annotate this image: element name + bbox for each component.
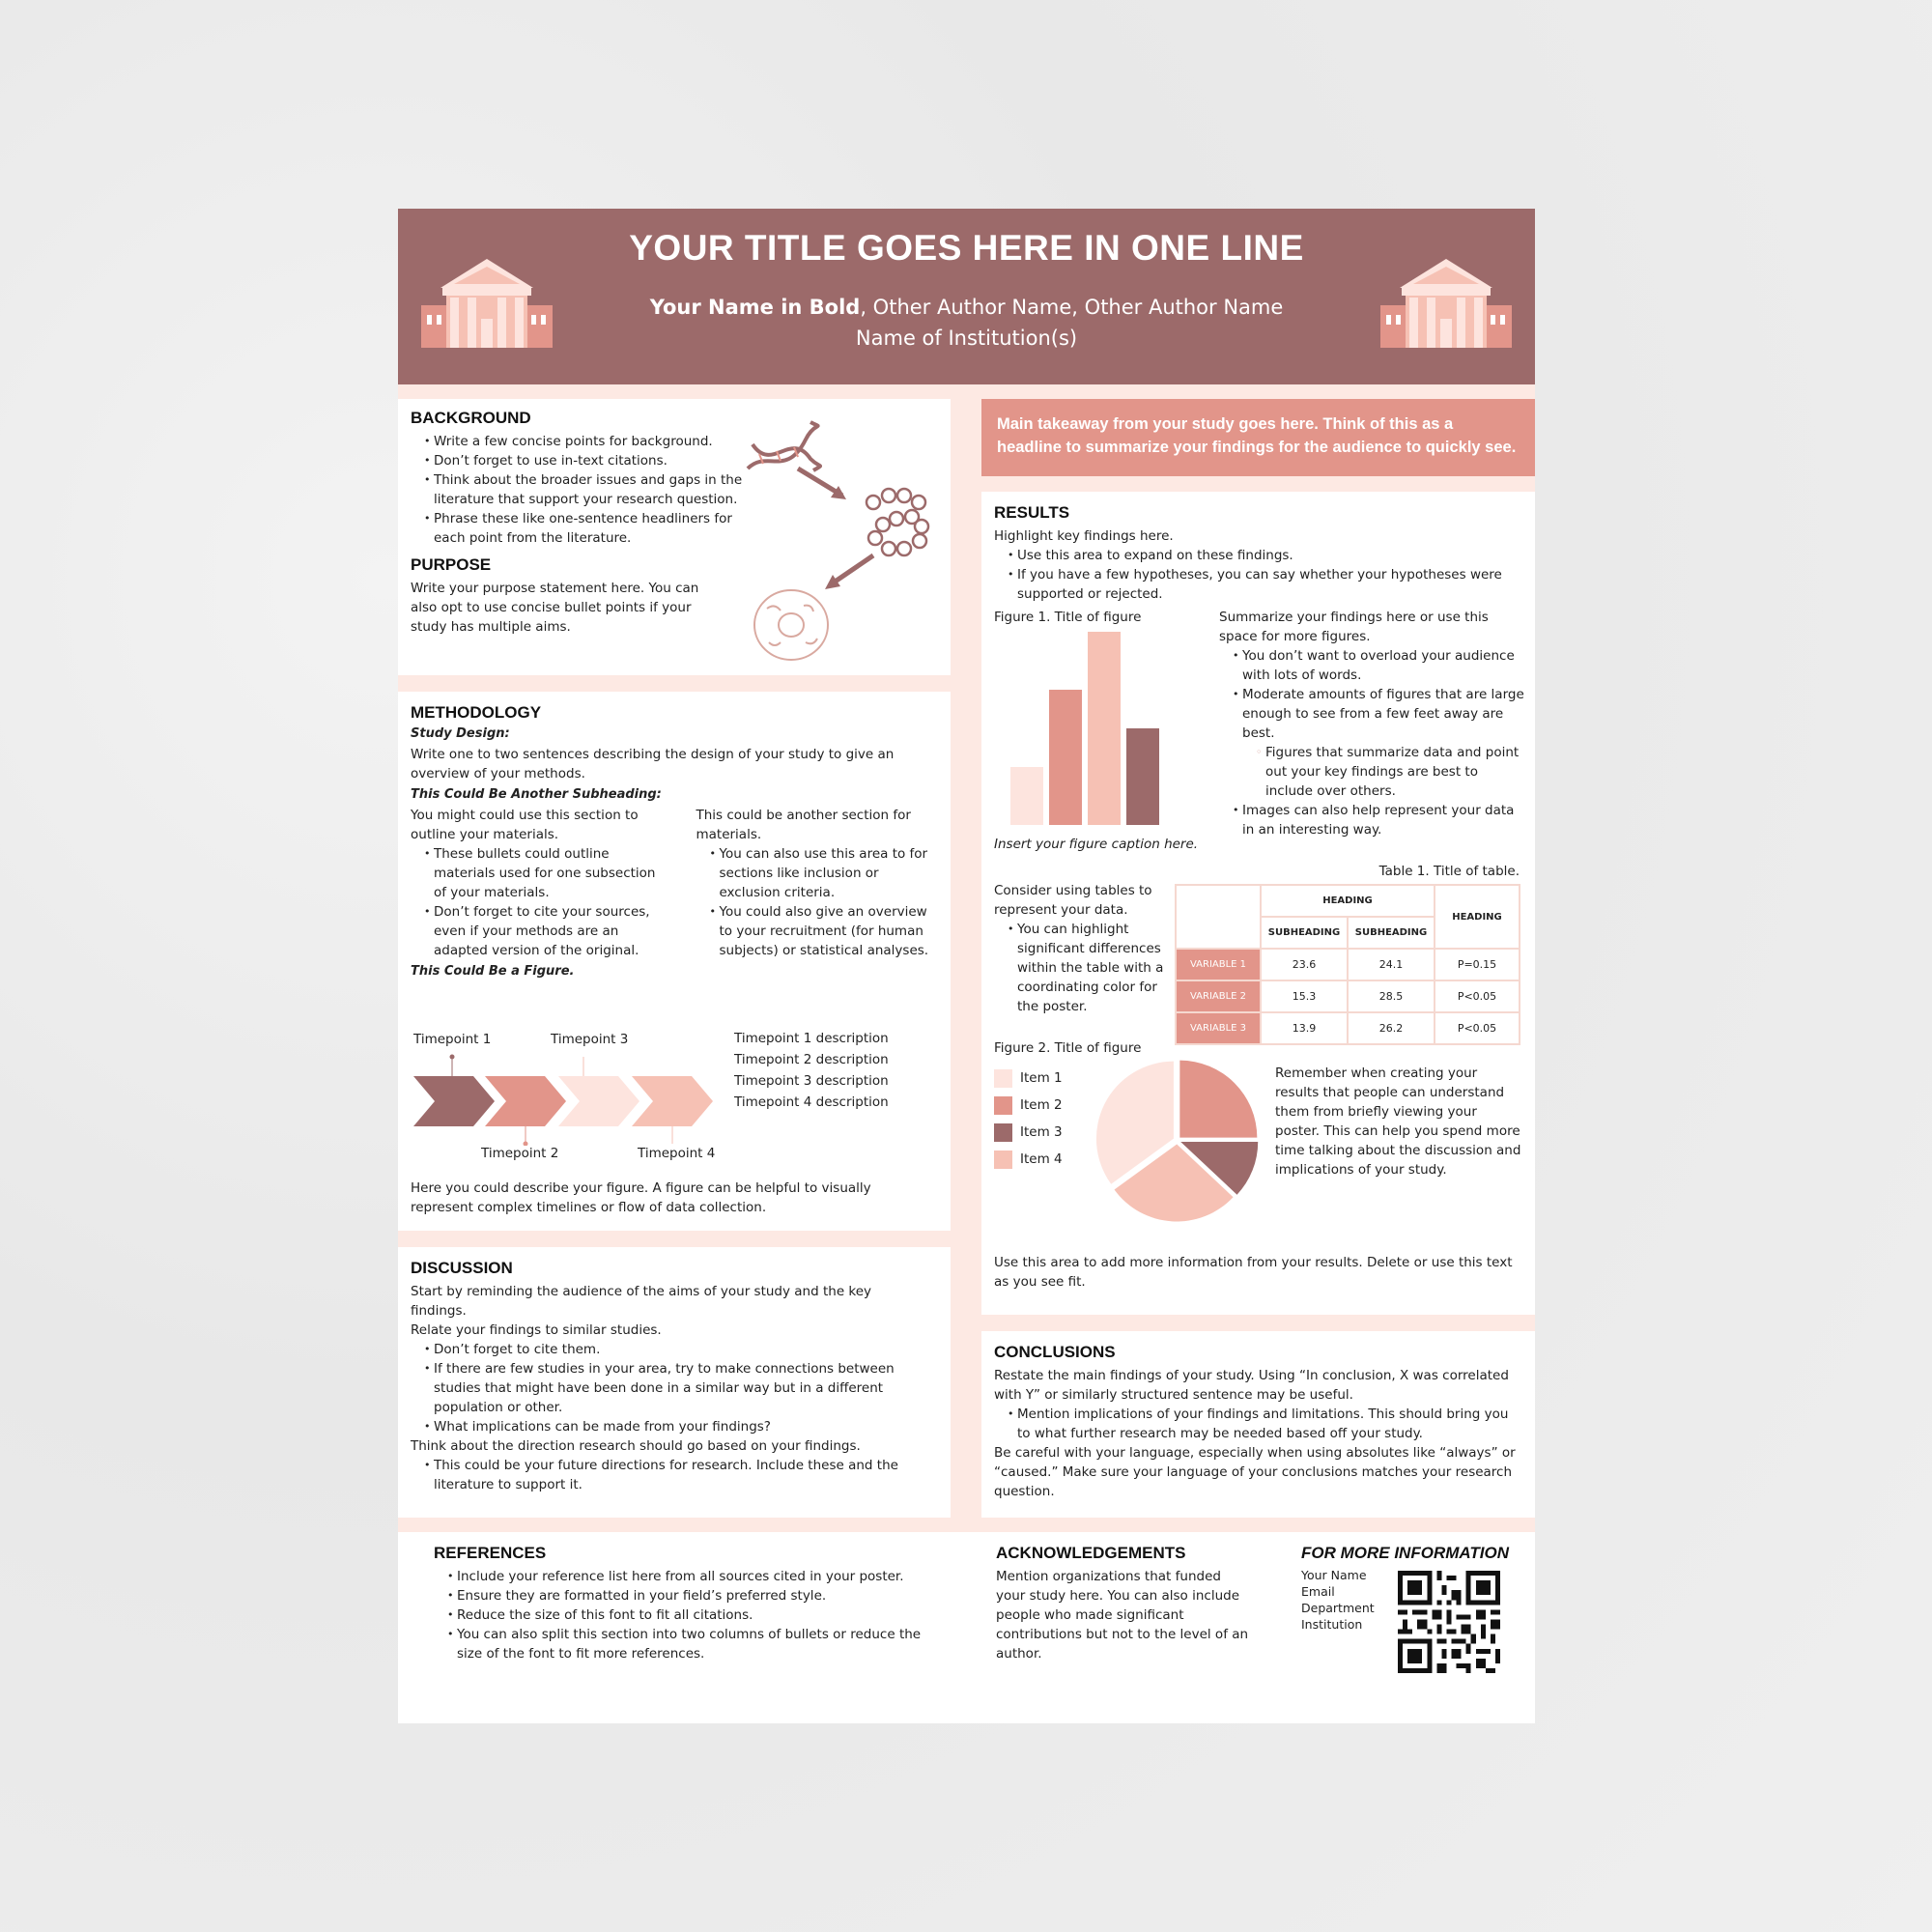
- acknowledgements-heading: ACKNOWLEDGEMENTS: [996, 1544, 1186, 1562]
- legend-label: Item 3: [1020, 1124, 1063, 1140]
- table-title: Table 1. Title of table.: [1378, 864, 1520, 879]
- timepoint-description: Timepoint 3 description: [734, 1073, 889, 1089]
- list-item: • Write a few concise points for background.: [434, 432, 749, 451]
- row-label: VARIABLE 2: [1176, 980, 1261, 1012]
- bar-3: [1088, 632, 1121, 825]
- list-item: • You can highlight significant differences within the table with a coordinating color for the poster.: [1017, 920, 1173, 1016]
- legend-item: [994, 1068, 1063, 1088]
- row-label: VARIABLE 1: [1176, 949, 1261, 980]
- discussion-heading: DISCUSSION: [411, 1259, 513, 1277]
- contact-line: Institution: [1301, 1617, 1363, 1632]
- list-item: • Images can also help represent your data in an interesting way.: [1242, 801, 1524, 839]
- results-table: [1175, 884, 1520, 1045]
- background-heading: BACKGROUND: [411, 409, 531, 427]
- chevron-1-shape: [413, 1076, 495, 1126]
- lead-author: Your Name in Bold: [649, 296, 861, 319]
- legend-label: Item 1: [1020, 1070, 1063, 1086]
- qr-code-icon[interactable]: [1398, 1571, 1500, 1673]
- timeline-figure: [413, 1030, 723, 1165]
- contact-line: Your Name: [1301, 1568, 1367, 1582]
- results-summary: [1219, 608, 1524, 839]
- materials-text-2: This could be another section for materials.: [696, 808, 911, 842]
- legend-item: [994, 1095, 1063, 1115]
- background-card: [398, 399, 951, 675]
- list-item: • Think about the broader issues and gaps in the literature that support your research question.: [434, 470, 749, 509]
- acknowledgements-text: Mention organizations that funded your study here. You can also include people who made significant contributions but not to the level of an author.: [996, 1569, 1249, 1662]
- discussion-text-1: Start by reminding the audience of the aims of your study and the key findings.: [411, 1284, 872, 1319]
- purpose-heading: PURPOSE: [411, 555, 492, 574]
- discussion-text-2: Relate your findings to similar studies.: [411, 1322, 662, 1338]
- table-row: [1176, 980, 1520, 1012]
- methodology-card: [398, 692, 951, 1231]
- bar-1: [1010, 767, 1043, 825]
- list-item: • Reduce the size of this font to fit all citations.: [457, 1605, 936, 1625]
- list-item: • You don’t want to overload your audience with lots of words.: [1242, 646, 1524, 685]
- timepoint-description: Timepoint 4 description: [734, 1094, 889, 1110]
- list-item: • Use this area to expand on these findings.: [1017, 546, 1525, 565]
- materials-subheading: This Could Be Another Subheading:: [411, 787, 662, 802]
- list-item: • You can also split this section into two columns of bullets or reduce the size of the font to fit more references.: [457, 1625, 936, 1663]
- table-cell: P<0.05: [1435, 980, 1520, 1012]
- list-item: • This could be your future directions for research. Include these and the literature to support it.: [434, 1456, 913, 1494]
- timepoint-description: Timepoint 2 description: [734, 1052, 889, 1067]
- footer-card: [398, 1532, 1535, 1723]
- legend-swatch: [994, 1151, 1012, 1169]
- results-intro: Highlight key findings here.: [994, 528, 1174, 544]
- timepoint-description: Timepoint 1 description: [734, 1031, 889, 1046]
- discussion-text-3: Think about the direction research should go based on your findings.: [411, 1438, 861, 1454]
- materials-column-1: [411, 806, 670, 960]
- table-cell: P=0.15: [1435, 949, 1520, 980]
- materials-column-2: [696, 806, 937, 960]
- poster-title: YOUR TITLE GOES HERE IN ONE LINE: [629, 228, 1304, 268]
- list-item: • Don’t forget to use in-text citations.: [434, 451, 749, 470]
- figure-subheading: This Could Be a Figure.: [411, 964, 575, 979]
- results-footer-text: Use this area to add more information from your results. Delete or use this text as you see fit.: [994, 1255, 1513, 1290]
- table-text: Consider using tables to represent your data.: [994, 883, 1152, 918]
- timepoint-label-4: Timepoint 4: [638, 1146, 716, 1161]
- results-card: [981, 492, 1535, 1315]
- list-item: • Mention implications of your findings and limitations. This should bring you to what further research may be needed based off your study.: [1017, 1405, 1523, 1443]
- dna-cell-illustration-icon: [738, 411, 946, 662]
- timepoint-label-1: Timepoint 1: [413, 1032, 492, 1047]
- row-label: VARIABLE 3: [1176, 1012, 1261, 1044]
- list-item: • Don’t forget to cite your sources, even if your methods are an adapted version of the original.: [434, 902, 670, 960]
- table-subheading: SUBHEADING: [1261, 917, 1348, 949]
- discussion-card: [398, 1247, 951, 1518]
- table-cell: 13.9: [1261, 1012, 1348, 1044]
- figure-description: Here you could describe your figure. A figure can be helpful to visually represent complex timelines or flow of data collection.: [411, 1180, 871, 1215]
- chevron-2-shape: [485, 1076, 566, 1126]
- table-cell: 15.3: [1261, 980, 1348, 1012]
- legend-swatch: [994, 1069, 1012, 1088]
- list-item: • Include your reference list here from all sources cited in your poster.: [457, 1567, 936, 1586]
- materials-text-1: You might could use this section to outline your materials.: [411, 808, 639, 842]
- list-item: • These bullets could outline materials used for one subsection of your materials.: [434, 844, 670, 902]
- table-row: [1176, 949, 1520, 980]
- references-heading: REFERENCES: [434, 1544, 547, 1562]
- table-cell: P<0.05: [1435, 1012, 1520, 1044]
- list-item: • You could also give an overview to your recruitment (for human subjects) or statistical analyses.: [719, 902, 937, 960]
- more-info-heading: FOR MORE INFORMATION: [1301, 1544, 1509, 1562]
- background-bullets: [411, 432, 749, 548]
- list-item: ◦ Figures that summarize data and point out your key findings are best to include over others.: [1265, 743, 1524, 801]
- institution-name: Name of Institution(s): [855, 327, 1078, 350]
- list-item: • Ensure they are formatted in your field’s preferred style.: [457, 1586, 936, 1605]
- table-cell: 24.1: [1348, 949, 1435, 980]
- study-design-subheading: Study Design:: [411, 726, 510, 741]
- main-takeaway-banner: Main takeaway from your study goes here. Think of this as a headline to summarize your findings for the audience to quickly see.: [981, 399, 1535, 476]
- list-item: • If you have a few hypotheses, you can say whether your hypotheses were supported or rejected.: [1017, 565, 1525, 604]
- figure-2-text: Remember when creating your results that people can understand them from briefly viewing your poster. This can help you spend more time talking about the discussion and implications of your study.: [1275, 1065, 1521, 1178]
- pie-legend: [994, 1068, 1063, 1169]
- contact-line: Department: [1301, 1601, 1375, 1615]
- conclusions-heading: CONCLUSIONS: [994, 1343, 1116, 1361]
- figure-1-title: Figure 1. Title of figure: [994, 610, 1142, 625]
- list-item: • You can also use this area to for sections like inclusion or exclusion criteria.: [719, 844, 937, 902]
- timepoint-descriptions: [734, 1028, 889, 1113]
- list-item: • What implications can be made from your findings?: [434, 1417, 913, 1436]
- table-cell: 23.6: [1261, 949, 1348, 980]
- bar-4: [1126, 728, 1159, 825]
- other-authors: , Other Author Name, Other Author Name: [860, 296, 1284, 319]
- summary-text: Summarize your findings here or use this space for more figures.: [1219, 610, 1489, 644]
- institution-building-icon: [1380, 259, 1512, 348]
- poster: [398, 209, 1535, 1723]
- table-heading: HEADING: [1435, 885, 1520, 949]
- legend-label: Item 2: [1020, 1097, 1063, 1113]
- legend-swatch: [994, 1096, 1012, 1115]
- legend-label: Item 4: [1020, 1151, 1063, 1167]
- poster-header: [398, 209, 1535, 384]
- table-explanation: [994, 881, 1173, 1016]
- results-heading: RESULTS: [994, 503, 1070, 522]
- conclusions-card: [981, 1331, 1535, 1518]
- timeline-chevrons: [413, 1053, 723, 1146]
- list-item: • Moderate amounts of figures that are large enough to see from a few feet away are best.: [1242, 685, 1524, 743]
- list-item: • Don’t forget to cite them.: [434, 1340, 913, 1359]
- list-item: • Phrase these like one-sentence headliners for each point from the literature.: [434, 509, 749, 548]
- table-heading: HEADING: [1261, 885, 1435, 917]
- timepoint-label-3: Timepoint 3: [551, 1032, 629, 1047]
- figure-1-caption: Insert your figure caption here.: [994, 837, 1199, 852]
- chevron-3-shape: [558, 1076, 639, 1126]
- table-cell: 28.5: [1348, 980, 1435, 1012]
- table-subheading: SUBHEADING: [1348, 917, 1435, 949]
- figure-2-pie-chart: [1093, 1056, 1262, 1225]
- bar-2: [1049, 690, 1082, 825]
- legend-item: [994, 1122, 1063, 1142]
- chevron-4-shape: [632, 1076, 713, 1126]
- conclusions-text-2: Be careful with your language, especially when using absolutes like “always” or “caused.” Make sure your language of your conclusions matches your research question.: [994, 1445, 1516, 1499]
- table-row: [1176, 1012, 1520, 1044]
- figure-1-bar-chart: [1010, 632, 1165, 825]
- list-item: • If there are few studies in your area, try to make connections between studies that might have been done in a similar way but in a different population or other.: [434, 1359, 913, 1417]
- table-cell: 26.2: [1348, 1012, 1435, 1044]
- timepoint-label-2: Timepoint 2: [481, 1146, 559, 1161]
- pie-slice-item-2: [1179, 1061, 1257, 1138]
- methodology-heading: METHODOLOGY: [411, 703, 542, 722]
- acknowledgements-section: [996, 1544, 1252, 1663]
- purpose-text: Write your purpose statement here. You can also opt to use concise bullet points if your study has multiple aims.: [411, 581, 699, 635]
- figure-2-title: Figure 2. Title of figure: [994, 1040, 1142, 1056]
- contact-line: Email: [1301, 1584, 1335, 1599]
- references-section: [434, 1544, 936, 1663]
- conclusions-text-1: Restate the main findings of your study. Using “In conclusion, X was correlated with Y” or similarly structured sentence may be useful.: [994, 1368, 1509, 1403]
- legend-swatch: [994, 1123, 1012, 1142]
- legend-item: [994, 1150, 1063, 1169]
- author-list: [398, 296, 1535, 319]
- study-design-text: Write one to two sentences describing the design of your study to give an overview of your methods.: [411, 747, 895, 781]
- table-corner-cell: [1176, 885, 1261, 949]
